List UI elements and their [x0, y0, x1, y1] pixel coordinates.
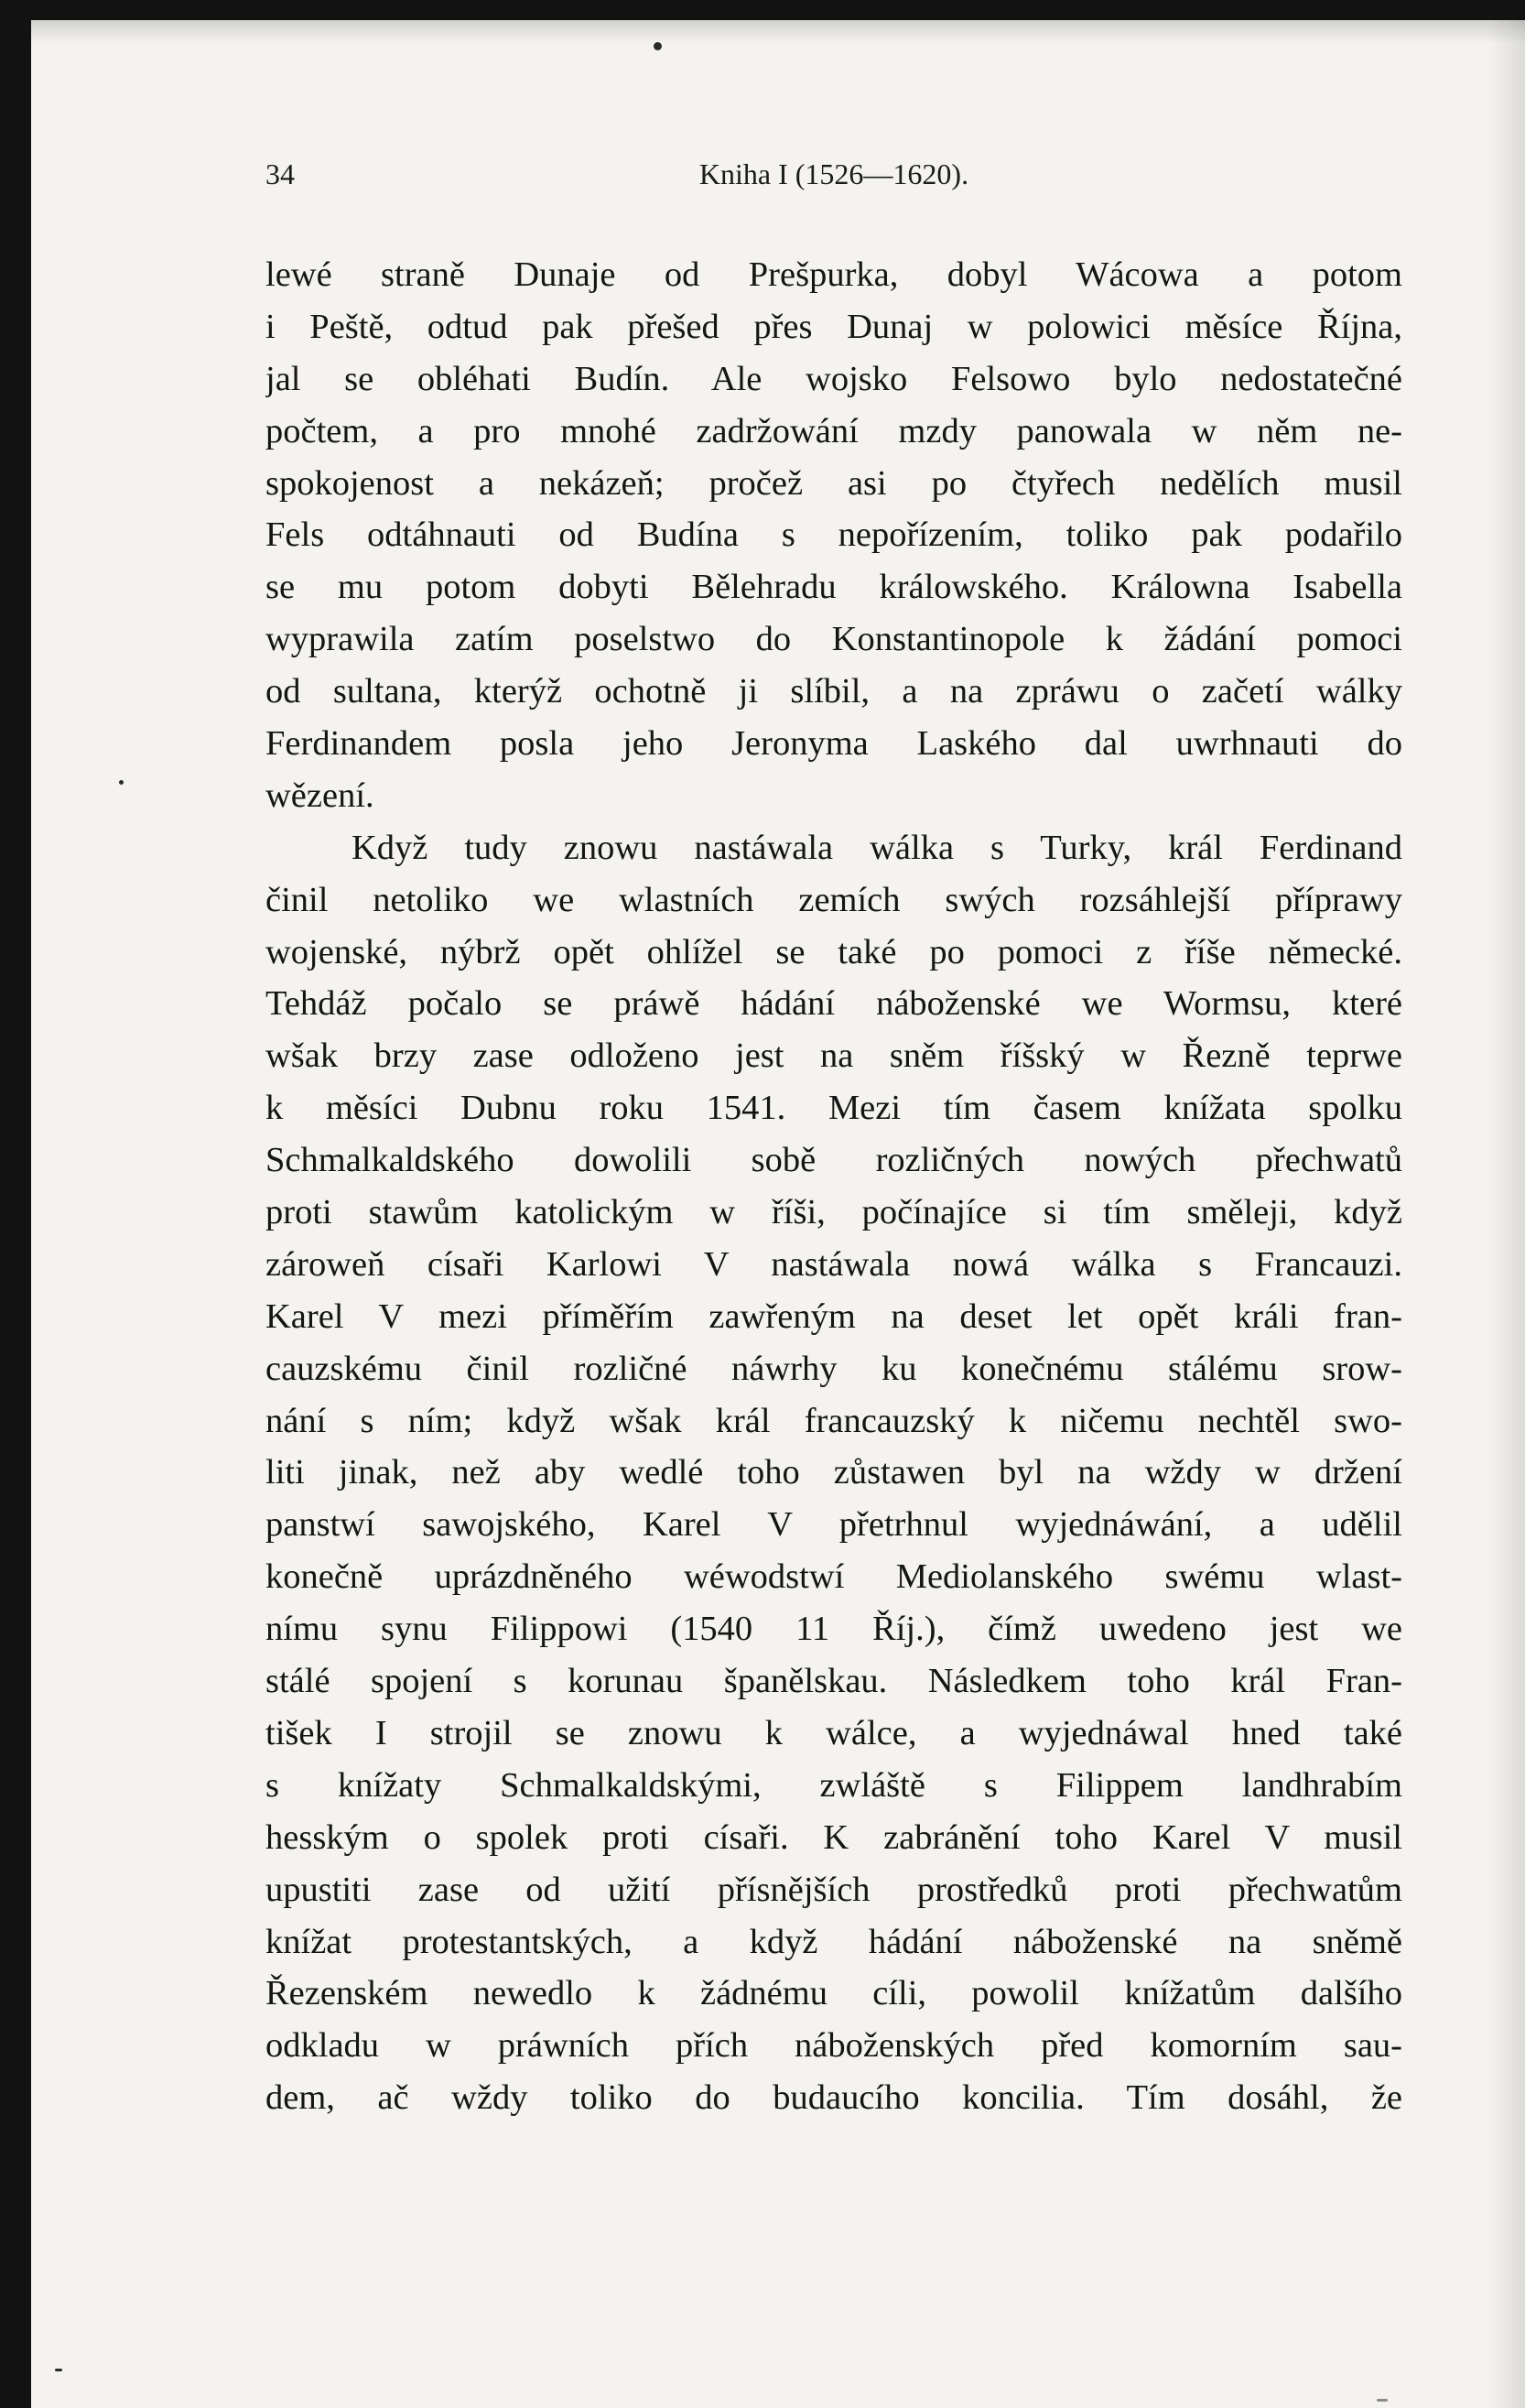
text-line: i Peště, odtud pak přešed přes Dunaj w polowici měsíce Října,	[265, 307, 1402, 346]
scanned-page	[31, 20, 1525, 2408]
text-line: Ferdinandem posla jeho Jeronyma Laského dal uwrhnauti do	[265, 724, 1402, 764]
text-line: hesským o spolek proti císaři. K zabránění toho Karel V musil	[265, 1817, 1402, 1857]
body-text	[265, 249, 1402, 2124]
text-line: panstwí sawojského, Karel V přetrhnul wyjednáwání, a udělil	[265, 1505, 1402, 1545]
text-line: wšak brzy zase odloženo jest na sněm říšský w Řezně teprwe	[265, 1036, 1402, 1076]
text-line: lewé straně Dunaje od Prešpurka, dobyl Wácowa a potom	[265, 255, 1402, 294]
text-line: spokojenost a nekázeň; pročež asi po čtyřech nedělích musil	[265, 463, 1402, 503]
text-line: od sultana, kterýž ochotně ji slíbil, a na zpráwu o začetí wálky	[265, 672, 1402, 711]
text-line: knížat protestantských, a když hádání náboženské na sněmě	[265, 1922, 1402, 1961]
text-line: Karel V mezi příměřím zawřeným na deset let opět králi fran-	[265, 1296, 1402, 1336]
text-line: proti stawům katolickým w říši, počínajíce si tím směleji, když	[265, 1193, 1402, 1232]
text-line: odkladu w práwních přích náboženských před komorním sau-	[265, 2026, 1402, 2066]
text-line: cauzskému činil rozličné náwrhy ku konečnému stálému srow-	[265, 1349, 1402, 1388]
text-line: se mu potom dobyti Bělehradu králowského. Králowna Isabella	[265, 568, 1402, 607]
book-title: Kniha I (1526—1620).	[698, 157, 969, 190]
scan-speck	[1377, 2399, 1388, 2402]
paragraph-end-line: wězení.	[265, 776, 374, 815]
text-line: Řezenském newedlo k žádnému cíli, powolil knížatům dalšího	[265, 1974, 1402, 2013]
text-line: Schmalkaldského dowolili sobě rozličných nowých přechwatů	[265, 1141, 1402, 1180]
right-edge-shadow	[1488, 20, 1525, 2408]
page-content	[265, 157, 1402, 2124]
text-line: jal se obléhati Budín. Ale wojsko Felsowo bylo nedostatečné	[265, 359, 1402, 398]
text-line: nímu synu Filippowi (1540 11 Říj.), čímž uwedeno jest we	[265, 1610, 1402, 1649]
text-line: nání s ním; když wšak král francauzský k ničemu nechtěl swo-	[265, 1401, 1402, 1440]
text-line: upustiti zase od užití přísnějších prostředků proti přechwatům	[265, 1870, 1402, 1909]
top-edge-shadow	[31, 20, 1525, 44]
scan-speck	[119, 780, 124, 785]
text-line: wojenské, nýbrž opět ohlížel se také po pomoci z říše německé.	[265, 932, 1402, 971]
text-line: k měsíci Dubnu roku 1541. Mezi tím časem knížata spolku	[265, 1089, 1402, 1128]
text-line: wyprawila zatím poselstwo do Konstantinopole k žádání pomoci	[265, 620, 1402, 659]
text-line: dem, ač wždy toliko do budaucího koncilia. Tím dosáhl, že	[265, 2078, 1402, 2118]
scan-speck	[55, 2369, 62, 2371]
text-line: tišek I strojil se znowu k wálce, a wyjednáwal hned také	[265, 1713, 1402, 1752]
paragraph-start-line: Když tudy znowu nastáwala wálka s Turky, král Ferdinand	[352, 828, 1402, 867]
running-head	[265, 157, 1402, 212]
text-line: počtem, a pro mnohé zadržowání mzdy panowala w něm ne-	[265, 411, 1402, 450]
page-number: 34	[265, 157, 295, 190]
text-line: konečně uprázdněného wéwodstwí Mediolanského swému wlast-	[265, 1557, 1402, 1597]
text-line: činil netoliko we wlastních zemích swých rozsáhlejší příprawy	[265, 880, 1402, 919]
scan-speck	[654, 42, 662, 50]
text-line: s knížaty Schmalkaldskými, zwláště s Filippem landhrabím	[265, 1765, 1402, 1805]
text-line: zároweň císaři Karlowi V nastáwala nowá wálka s Francauzi.	[265, 1244, 1402, 1284]
text-line: Fels odtáhnauti od Budína s nepořízením, toliko pak podařilo	[265, 515, 1402, 555]
text-line: liti jinak, než aby wedlé toho zůstawen byl na wždy w držení	[265, 1453, 1402, 1492]
text-line: Tehdáž počalo se práwě hádání náboženské we Wormsu, které	[265, 984, 1402, 1024]
text-line: stálé spojení s korunau španělskau. Následkem toho král Fran-	[265, 1662, 1402, 1701]
